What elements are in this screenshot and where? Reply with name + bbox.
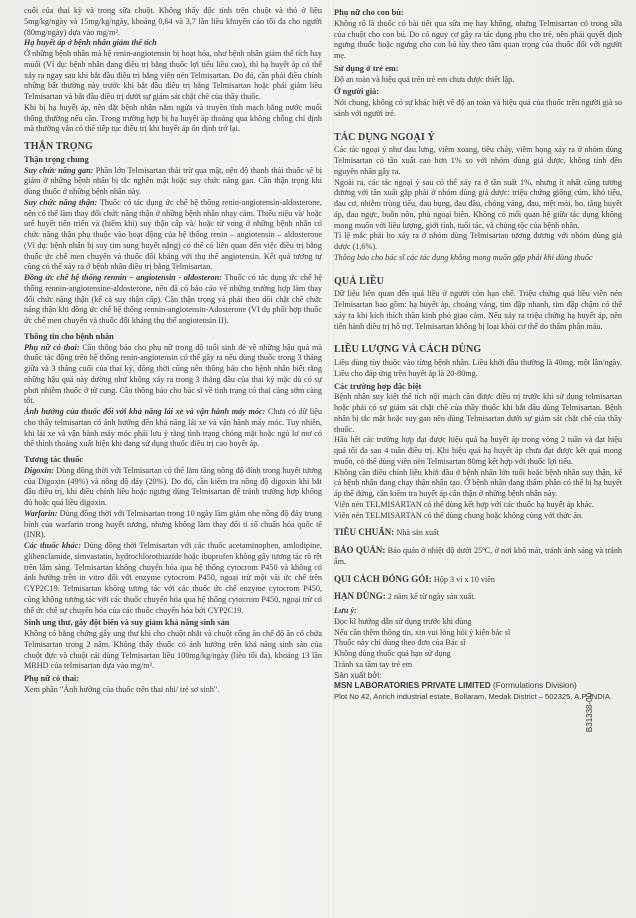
label-expiry: HẠN DÙNG: (334, 591, 386, 602)
paragraph-other-drugs: Các thuốc khác: Dùng đồng thời Telmisartan với các thuốc acetaminophen, amlodipine, glibenclamide, simvastatin, hydrochlorothiazide hoặc ibuprofen không gây tương tác rõ rệt trên lâm sàng. Telmisartan không chuyển hóa qua hệ thống cytocrom P450 và không có ảnh hưởng trên in vitro đối với enzyme cytocrom P450, ngoại trừ một vài ức chế trên CYP2C19. Telmisartan không tương tác với các thuốc ức chế enzyme cytocrom P450, cũng không tương tác với các thuốc chuyển hóa qua hệ thống cytocrom P450, ngoại trừ có thể ức chế sự chuyển hóa của các thuốc chuyển hóa bởi CYP2C19. (24, 541, 322, 615)
paragraph-dual-blockade: Đồng ức chế hệ thống rennin – angiotensin - aldosteron: Thuốc có tác dụng ức chế hệ thống rennin-angiotensine-aldosterone, nên đã có báo cáo về những trường hợp làm thay đổi chức năng thận (kể cả suy thận cấp). Cần thận trọng và phải theo dõi chặt chẽ chức năng thận khi đồng ức chế hệ thống rennin-angiotensin-Adosterone (VI dụ phối hợp thuốc ức chế men chuyển và thuốc đối kháng thụ thể angiotensin II). (24, 273, 322, 325)
paragraph-overdose: Dữ liệu liên quan đến quá liều ở người còn hạn chế. Triệu chứng quá liều viên nén Telmisartan bao gồm: hạ huyết áp, choáng váng, tim đập nhanh, tim đập chậm có thể xảy ra khi kích thích thần kinh phó giao cảm. Nếu xảy ra triệu chứng hạ huyết áp, nên tiến hành điều trị hỗ trợ. Telmisartan không bị loại khỏi cơ thể do thẩm phân máu. (334, 289, 622, 331)
paragraph-special-5: Viên nén TELMISARTAN có thể dùng chung hoặc không cùng với thức ăn. (334, 510, 584, 520)
left-column (24, 6, 322, 914)
note-item: Nếu cần thêm thông tin, xin vui lòng hỏi ý kiến bác sĩ (334, 627, 511, 637)
term-dual-blockade: Đồng ức chế hệ thống rennin – angiotensin - aldosteron: (24, 273, 222, 282)
storage-line: BẢO QUẢN: Bảo quản ở nhiệt độ dưới 25ºC, ở nơi khô mát, tránh ánh sáng và tránh ẩm. (334, 545, 622, 566)
paragraph-hypotension-2: Khi bị hạ huyết áp, nên đặt bệnh nhân nằm ngửa và truyền tĩnh mạch bằng nước muối thông thường nếu cần. Trong trường hợp bị hạ huyết áp thoáng qua không chống chỉ định mà thường vẫn có thể tiếp tục điều trị khi huyết áp ổn định trở lại. (24, 102, 322, 134)
right-column (334, 6, 622, 914)
manufacturer-label: Sản xuất bởi: (334, 670, 382, 680)
heading-overdose: QUÁ LIỀU (334, 275, 384, 287)
standard-line: TIÊU CHUẨN: Nhà sản xuất (334, 527, 440, 538)
paragraph-liver: Suy chức năng gan: Phần lớn Telmisartan thải trừ qua mật, nên độ thanh thải thuốc sẽ bị giảm ở những bệnh nhân bị tắc nghẽn mật hoặc suy chức năng gan. Cần thận trọng khi dùng thuốc ở những bệnh nhân này. (24, 165, 322, 196)
manufacturer-address: Plot No 42, Anrich industrial estate, Bollaram, Medak District – 502325, A.P, INDIA. (334, 692, 613, 701)
heading-caution: THẬN TRỌNG (24, 141, 93, 152)
heading-interactions: Tương tác thuốc (24, 455, 83, 464)
paragraph-elderly: Nói chung, không có sự khác biệt về độ an toàn và hiệu quả của thuốc trên người già so sánh với người trẻ. (334, 98, 622, 118)
packing-line: QUI CÁCH ĐÓNG GÓI: Hộp 3 vỉ x 10 viên (334, 573, 495, 584)
note-item: Không dùng thuốc quá hạn sử dụng (334, 649, 451, 658)
paragraph-pregnant-women: Xem phần "Ảnh hưởng của thuốc trên thai nhi/ trẻ sơ sinh". (24, 684, 220, 694)
paragraph-lactation: Không rõ là thuốc có bài tiết qua sữa mẹ hay không, nhưng Telmisartan có trong sữa của chuột cho con bú. Do có nguy cơ gây ra tác dụng phụ cho trẻ, nên phải quyết định ngưng thuốc hoặc ngưng cho con bú tùy theo tầm quan trọng của thuốc đối với người mẹ. (334, 18, 622, 60)
heading-patient-info: Thông tin cho bệnh nhân (24, 331, 114, 341)
paragraph-side-effects-note: Thông báo cho bác sĩ các tác dụng không mong muốn gặp phải khi dùng thuốc (334, 252, 593, 262)
paragraph-special-3: Không cần điều chỉnh liều khởi đầu ở bệnh nhân lớn tuổi hoặc bệnh nhân suy thận, kể cả bệnh nhân đang chạy thận nhân tạo. Ở bệnh nhân đang thẩm phân có thể bị hạ huyết áp thế đứng, cần kiểm tra huyết áp cẩn thận ở những bệnh nhân này. (334, 467, 622, 498)
paragraph-special-1: Bệnh nhân suy kiệt thể tích nội mạch cần được điều trị trước khi sử dụng telmisartan hoặc phải có sự giám sát chặt chẽ của thầy thuốc khi bắt đầu dùng Telmisartan. Bệnh nhân bị tắc mật hoặc suy gan nên dùng Telmisartan dưới sự giám sát chặt chẽ của thầy thuốc. (334, 392, 622, 434)
heading-side-effects: TÁC DỤNG NGOẠI Ý (334, 131, 435, 143)
heading-special-cases: Các trường hợp đặc biệt (334, 381, 422, 391)
note-item: Thuốc này chỉ dùng theo đơn của Bác sĩ (334, 638, 466, 648)
paragraph-warfarin: Warfarin: Dùng đồng thời với Telmisartan trong 10 ngày làm giảm nhẹ nồng độ đáy trung bình của warfarin trong huyết tương, nhưng không làm thay đổi tỉ số chuẩn hóa quốc tế (INR). (24, 508, 322, 540)
paragraph-kidney: Suy chức năng thận: Thuốc có tác dụng ức chế hệ thống renin-angiotensin-aldosterone, nên có thể làm thay đổi chức năng thận ở những bệnh nhân nhạy cảm. Thiểu niệu và/ hoặc urê huyết tiến triển và (hiếm khi) suy thận cấp và/ hoặc tử vong ở những bệnh nhân có chức năng thận phụ thuộc vào hoạt động của hệ thống renin – angiotensin – aldosterone (Ví dụ: bệnh nhân bị suy tim sung huyết nặng) có thể có liên quan đến việc điều trị bằng thuốc ức chế men chuyển và thuốc đối kháng với thụ thể angiotensin. Kết quả tương tự cũng có thể xảy ra ở bệnh nhân điều trị bằng Telmisartan. (24, 197, 322, 272)
paragraph-special-2: Hầu hết các trường hợp đạt được hiệu quả hạ huyết áp trong vòng 2 tuần và đạt hiệu quả tối đa sau 4 tuần điều trị. Khi hiệu quả hạ huyết áp chưa đạt được kết quả mong muốn, có thể dùng viên nén Telmisartan 80mg kết hợp với thuốc lợi tiểu. (334, 435, 622, 466)
note-item: Đọc kĩ hướng dẫn sử dụng trước khi dùng (334, 616, 472, 626)
heading-note: Lưu ý: (334, 606, 357, 615)
paragraph-fertility: Không có bằng chứng gây ung thư khi cho chuột nhắt và chuột cống ăn chế độ ăn có chứa Telmisartan trong 2 năm. Không thấy thuốc có ảnh hưởng trên khả năng sinh sản của chuột đực và chuột cái dùng Telmisartan liều 100mg/kg/ngày (liều tối đa), khoảng 13 lần MRHD của telmisartan dựa vào mg/m². (24, 629, 322, 671)
paragraph-dosage: Liều dùng tùy thuộc vào từng bệnh nhân. Liều khởi đầu thường là 40mg, một lần/ngày. Liều cho đáp ứng trên huyết áp là 20-80mg. (334, 358, 622, 378)
paragraph-children: Độ an toàn và hiệu quả trên trẻ em chưa được thiết lập. (334, 74, 515, 84)
heading-general-caution: Thận trọng chung (24, 154, 89, 164)
paragraph-side-effects-1: Các tác ngoại ý như đau lưng, viêm xoang, tiêu chảy, viêm họng xảy ra ở nhóm dùng Telmisartan có tần xuất cao hơn 1% so với nhóm dùng giả dược, không tính đến nguyên nhân gây ra. (334, 145, 622, 176)
term-pregnancy: Phụ nữ có thai: (24, 342, 80, 352)
term-driving: Ảnh hưởng của thuốc đối với khả năng lái xe và vận hành máy móc: (24, 407, 266, 416)
label-packing: QUI CÁCH ĐÓNG GÓI: (334, 573, 432, 584)
paragraph-animal-toxicity: cuối của thai kỳ và trong sữa chuột. Không thấy độc tính trên chuột và thỏ ở liều 5mg/kg/ngày và 15mg/kg/ngày, khoảng 0,64 và 3,7 lần liều khuyến cáo tối đa cho người (80mg/ngày) dựa vào mg/m². (24, 6, 322, 37)
heading-elderly: Ở người già: (334, 87, 380, 97)
heading-lactation: Phụ nữ cho con bú: (334, 8, 404, 17)
paragraph-hypotension: Ở những bệnh nhân mà hệ renin-angiotensin bị hoạt hóa, như bệnh nhân giảm thể tích hay muối (Ví dụ: bệnh nhân đang điều trị bằng thuốc lợi tiểu liều cao), thì hạ huyết áp có thể xảy ra ngay sau khi bắt đầu điều trị bằng viên nén Telmisartan. Do đó, cần phải điều chỉnh những bất thường này trước khi bắt đầu điều trị bằng Telmisartan hoặc phải giảm liều Telmisartan và bắt đầu điều trị dưới sự giám sát chặt chẽ của thầy thuốc. (24, 49, 322, 101)
paragraph-pregnancy-info: Phụ nữ có thai: Cần thông báo cho phụ nữ trong độ tuổi sinh đẻ về những hậu quả mà thuốc tác động trên hệ thống renin-angiotensin có thể gây ra nếu dùng thuốc trong 3 tháng giữa và 3 tháng cuối của thai kỳ, đồng thời cũng nên thông báo cho bệnh nhân biết rằng những hậu quả này dường như không xảy ra trong 3 tháng đầu của thai kỳ mặc dù có sự phơi nhiễm thuốc ở tử cung. Cần thông báo cho bác sĩ về tình trạng có thai càng sớm càng tốt. (24, 342, 322, 406)
manufacturer-name: MSN LABORATORIES PRIVATE LIMITED (334, 681, 491, 691)
document-code: B31338-00 (585, 692, 595, 733)
note-item: Tránh xa tầm tay trẻ em (334, 659, 413, 669)
manufacturer-line: MSN LABORATORIES PRIVATE LIMITED (Formulations Division) (334, 681, 577, 691)
heading-pregnant-women: Phụ nữ có thai: (24, 674, 80, 683)
paragraph-special-4: Viên nén TELMISARTAN có thể dùng kết hợp với các thuốc hạ huyết áp khác. (334, 499, 594, 509)
term-liver: Suy chức năng gan: (24, 165, 94, 175)
term-other-drugs: Các thuốc khác: (24, 541, 81, 550)
label-standard: TIÊU CHUẨN: (334, 527, 395, 538)
paragraph-side-effects-2: Ngoài ra, các tác ngoại ý sau có thể xảy ra ở tần suất 1%, nhưng ít nhất cũng tương đương với tần xuất gặp phải ở nhóm dùng giả dược: triệu chứng giống cúm, khó tiêu, đau cơ, nhiễm trùng tiểu, đau bụng, đau đầu, chóng váng, đau, mệt mỏi, ho, tăng huyết áp, đau ngực, buồn nôn, phù ngoại biên. Không có mối quan hệ giữa tác dụng không mong muốn với liều lượng, giới tính, tuổi tác, và chủng tộc của bệnh nhân. (334, 177, 622, 230)
paragraph-side-effects-3: Tỉ lệ mắc phải ho xảy ra ở nhóm dùng Telmisartan tương đương với nhóm dùng giả dược (1,6%). (334, 231, 622, 251)
paragraph-driving: Ảnh hưởng của thuốc đối với khả năng lái xe và vận hành máy móc: Chưa có dữ liệu cho thấy telmisartan có ảnh hưởng đến khả năng lái xe và vận hành máy móc. Tuy nhiên, khi lái xe và vận hành máy móc phải lưu ý rằng tình trạng chóng mặt hoặc ngủ lơ mơ có thể thỉnh thoảng xuất hiện khi đang sử dụng thuốc điều trị cao huyết áp. (24, 407, 322, 449)
expiry-line: HẠN DÙNG: 2 năm kể từ ngày sản xuất. (334, 591, 476, 602)
paragraph-digoxin: Digoxin: Dùng đồng thời với Telmisartan có thể làm tăng nồng độ đỉnh trong huyết tương của Digoxin (49%) và nồng độ đáy (20%). Do đó, cần kiểm tra nồng độ digoxin khi bắt đầu điều trị, khi điều chỉnh liều hoặc ngưng dùng Telmisartan để tránh trường hợp không đủ hoặc quá liều digoxin. (24, 465, 322, 507)
term-warfarin: Warfarin: (24, 508, 58, 518)
heading-hypotension-volume: Hạ huyết áp ở bệnh nhân giảm thể tích (24, 38, 157, 48)
heading-children: Sử dụng ở trẻ em: (334, 63, 399, 73)
heading-fertility: Sinh ung thư, gây đột biến và suy giảm khả năng sinh sản (24, 618, 230, 628)
heading-dosage: LIỀU LƯỢNG VÀ CÁCH DÙNG (334, 344, 482, 356)
term-digoxin: Digoxin: (24, 465, 55, 475)
label-storage: BẢO QUẢN: (334, 545, 386, 555)
term-kidney: Suy chức năng thận: (24, 197, 98, 207)
